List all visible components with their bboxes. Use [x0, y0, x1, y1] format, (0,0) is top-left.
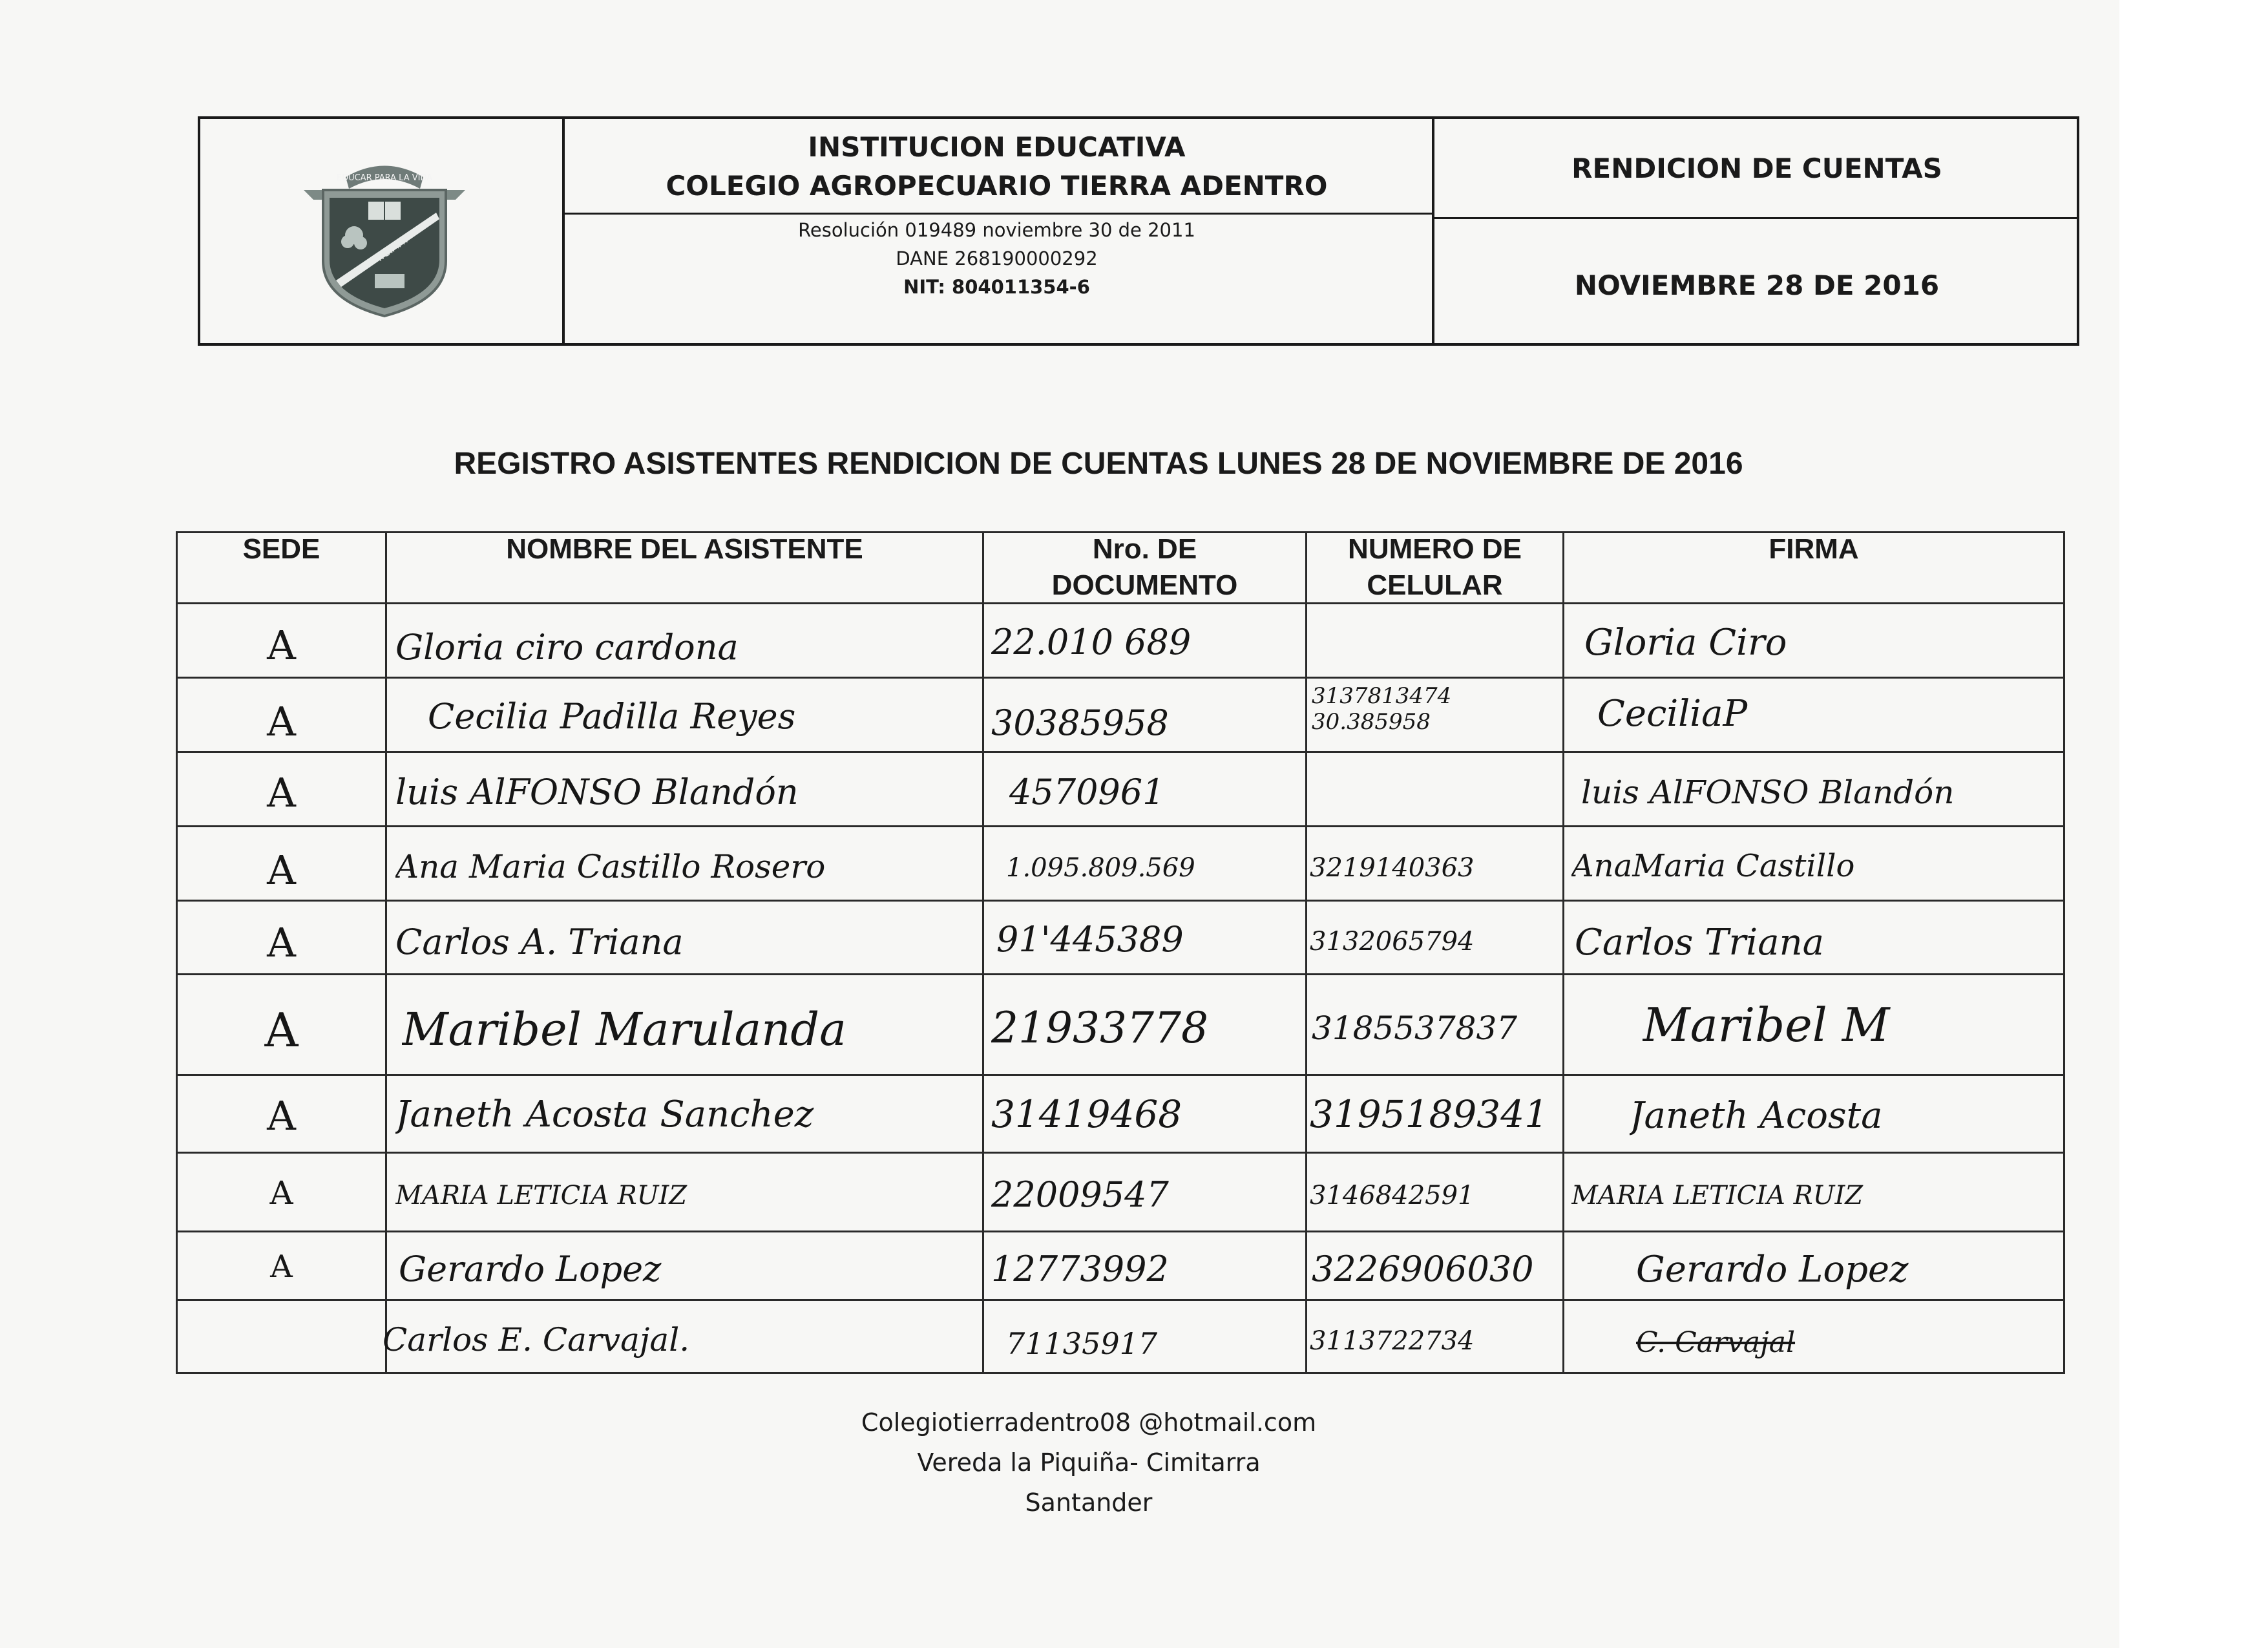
footer-address: Vereda la Piquiña- Cimitarra: [917, 1448, 1261, 1477]
school-logo: [297, 151, 472, 319]
row-documento: 31419468: [991, 1092, 1182, 1136]
row-nombre: Maribel Marulanda: [402, 1003, 846, 1056]
row-documento: 30385958: [991, 703, 1169, 743]
row-nombre: Carlos A. Triana: [395, 922, 684, 962]
col-header-documento: [984, 531, 1305, 604]
page-title: REGISTRO ASISTENTES RENDICION DE CUENTAS LUNES 28 DE NOVIEMBRE DE 2016: [454, 447, 1743, 481]
row-nombre: Janeth Acosta Sanchez: [395, 1093, 814, 1136]
table-row-line: [176, 1231, 2065, 1232]
table-row-line: [176, 1074, 2065, 1076]
row-sede: A: [267, 769, 296, 816]
row-sede: A: [269, 1174, 293, 1212]
row-firma: Maribel M: [1643, 998, 1890, 1052]
table-border-bottom: [176, 1372, 2065, 1374]
table-row-line: [176, 677, 2065, 679]
row-celular: 3146842591: [1310, 1181, 1475, 1210]
col-header-documento-l2: DOCUMENTO: [1051, 569, 1238, 601]
dane-text: DANE 268190000292: [896, 248, 1098, 269]
col-header-firma: FIRMA: [1769, 533, 1859, 565]
resolution-text: Resolución 019489 noviembre 30 de 2011: [798, 219, 1195, 241]
institution-line-1: INSTITUCION EDUCATIVA: [808, 131, 1186, 163]
row-sede: A: [267, 919, 296, 966]
row-celular: 3219140363: [1310, 853, 1475, 883]
row-sede: A: [267, 1092, 296, 1139]
row-firma: Carlos Triana: [1575, 922, 1825, 964]
row-celular-line1: 3137813474: [1312, 683, 1452, 709]
document-title: RENDICION DE CUENTAS: [1571, 153, 1942, 184]
table-border-right: [2063, 531, 2065, 1374]
row-documento: 71135917: [1006, 1326, 1158, 1361]
attendance-table: [176, 531, 2065, 1374]
header-divider-doc: [1434, 217, 2079, 219]
row-nombre: Gloria ciro cardona: [395, 627, 739, 668]
row-nombre: Cecilia Padilla Reyes: [428, 696, 796, 737]
row-sede: A: [267, 622, 296, 669]
row-documento: 12773992: [991, 1249, 1169, 1289]
document-date: NOVIEMBRE 28 DE 2016: [1574, 269, 1940, 301]
row-celular: 3195189341: [1310, 1092, 1549, 1136]
row-celular: 3113722734: [1310, 1326, 1475, 1356]
institution-line-2: COLEGIO AGROPECUARIO TIERRA ADENTRO: [666, 170, 1328, 202]
page-margin: [2119, 0, 2268, 1648]
institution-name: [562, 128, 1431, 206]
row-sede: A: [270, 1249, 293, 1285]
footer: [0, 1402, 2178, 1523]
col-header-celular-l2: CELULAR: [1367, 569, 1503, 601]
header-divider-inst: [565, 213, 1432, 215]
row-sede: A: [267, 847, 296, 894]
institution-info: [562, 216, 1431, 301]
header-box: [198, 116, 2079, 346]
table-col-line-2: [982, 531, 984, 1374]
col-header-celular: [1307, 531, 1562, 604]
row-documento: 22009547: [991, 1174, 1169, 1215]
row-nombre: Gerardo Lopez: [399, 1249, 662, 1289]
table-row-line: [176, 973, 2065, 975]
row-firma: C. Carvajal: [1636, 1326, 1796, 1359]
row-firma: AnaMaria Castillo: [1571, 848, 1855, 884]
table-row-line: [176, 751, 2065, 753]
logo-motto: EDUCAR PARA LA VIDA: [336, 173, 433, 183]
row-celular: [1312, 683, 1560, 735]
row-firma: Janeth Acosta: [1630, 1095, 1883, 1137]
col-header-nombre: NOMBRE DEL ASISTENTE: [506, 533, 863, 565]
row-sede: A: [267, 698, 296, 745]
row-firma: MARIA LETICIA RUIZ: [1571, 1181, 1864, 1210]
row-documento: 22.010 689: [991, 622, 1192, 662]
table-col-line-4: [1562, 531, 1564, 1374]
col-header-sede: SEDE: [242, 533, 320, 565]
row-celular: 3185537837: [1312, 1009, 1518, 1047]
footer-email: Colegiotierradentro08 @hotmail.com: [861, 1408, 1317, 1437]
table-row-line: [176, 900, 2065, 902]
footer-region: Santander: [1025, 1488, 1153, 1517]
row-celular-line2: 30.385958: [1312, 709, 1431, 735]
table-row-line: [176, 825, 2065, 827]
row-documento: 21933778: [991, 1003, 1208, 1053]
table-row-line: [176, 1152, 2065, 1154]
row-nombre: Ana Maria Castillo Rosero: [395, 848, 826, 885]
row-documento: 4570961: [1009, 772, 1165, 812]
table-col-line-1: [385, 531, 387, 1374]
row-nombre: luis AlFONSO Blandón: [395, 772, 799, 812]
row-nombre: Carlos E. Carvajal.: [383, 1321, 690, 1358]
row-documento: 91'445389: [996, 919, 1184, 960]
row-celular: 3226906030: [1312, 1249, 1534, 1289]
row-firma: CeciliaP: [1597, 693, 1748, 735]
col-header-celular-l1: NUMERO DE: [1348, 533, 1522, 565]
table-row-line: [176, 1299, 2065, 1301]
row-celular: 3132065794: [1310, 927, 1475, 956]
row-firma: Gloria Ciro: [1584, 622, 1787, 664]
row-firma: Gerardo Lopez: [1636, 1249, 1909, 1291]
row-nombre: MARIA LETICIA RUIZ: [395, 1181, 688, 1210]
row-firma: luis AlFONSO Blandón: [1581, 774, 1955, 811]
nit-text: NIT: 804011354-6: [903, 276, 1090, 298]
col-header-documento-l1: Nro. DE: [1092, 533, 1197, 565]
logo-initials: I.C.A.T.: [373, 233, 410, 264]
row-sede: A: [264, 1003, 299, 1057]
table-col-line-3: [1305, 531, 1307, 1374]
row-documento: 1.095.809.569: [1006, 853, 1195, 883]
